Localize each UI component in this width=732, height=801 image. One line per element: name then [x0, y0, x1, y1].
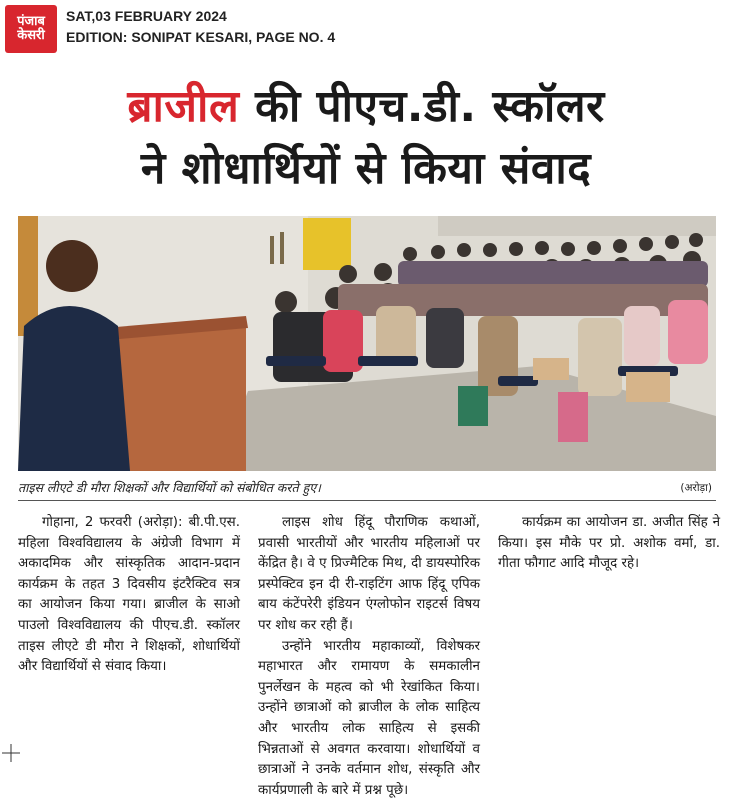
photo-caption	[18, 479, 716, 497]
article-paragraph-3: उन्होंने भारतीय महाकाव्यों, विशेषकर महाभारत और रामायण के समकालीन पुनर्लेखन के महत्व को भी रेखांकित किया। उन्होंने छात्राओं को ब्राजील के लोक साहित्य और भारतीय लोक साहित्य से इसकी भिन्नताओं से अवगत करवाया। शोधार्थियों व छात्राओं ने उनके वर्तमान शोध, संस्कृति और कार्यप्रणाली के बारे में प्रश्न पूछे।	[258, 638, 480, 798]
headline	[0, 76, 732, 200]
headline-line-2: ने शोधार्थियों से किया संवाद	[140, 143, 592, 194]
newspaper-logo	[5, 5, 57, 53]
logo-line-2: केसरी	[17, 28, 45, 43]
logo-line-1: पंजाब	[17, 14, 45, 30]
edition-date: SAT,03 FEBRUARY 2024	[66, 8, 227, 24]
crop-mark-icon	[2, 744, 20, 762]
headline-highlight: ब्राजील	[127, 81, 240, 132]
caption-text: ताइस लीएटे डी मौरा शिक्षकों और विद्यार्थियों को संबोधित करते हुए।	[18, 480, 321, 495]
article-column-2	[258, 513, 480, 798]
article-paragraph-4: कार्यक्रम का आयोजन डा. अजीत सिंह ने किया। इस मौके पर प्रो. अशोक वर्मा, डा. गीता फौगाट आदि मौजूद रहे।	[498, 515, 720, 572]
edition-info	[66, 6, 335, 48]
article-column-1	[18, 513, 240, 678]
classroom-photo-illustration	[18, 216, 716, 471]
headline-line-1-rest: की पीएच.डी. स्कॉलर	[239, 81, 605, 132]
headline-line-1	[0, 76, 732, 138]
article-column-3	[498, 513, 720, 575]
news-photo	[18, 216, 716, 471]
photo-credit: (अरोड़ा)	[680, 482, 712, 494]
edition-line: EDITION: SONIPAT KESARI, PAGE NO. 4	[66, 29, 336, 45]
article-paragraph-2: लाइस शोध हिंदू पौराणिक कथाओं, प्रवासी भारतीयों और भारतीय महिलाओं पर केंद्रित है। वे ए प्रिज्मैटिक मिथ, दी डायस्पोरिक प्रस्पेक्टिव इन दी री-राइटिंग आफ हिंदू एपिक बाय कंटेंपरेरी इंडियन एंग्लोफोन राइटर्स विषय पर शोध कर रही हैं।	[258, 515, 480, 633]
article-paragraph-1: गोहाना, 2 फरवरी (अरोड़ा): बी.पी.एस. महिला विश्वविद्यालय के अंग्रेजी विभाग में अकादमिक और सांस्कृतिक आदान-प्रदान कार्यक्रम के तहत 3 दिवसीय इंटरैक्टिव सत्र का आयोजन किया गया। ब्राजील के साओ पाउलो विश्वविद्यालय की पीएच.डी. स्कॉलर ताइस लीएटे डी मौरा ने शिक्षकों, शोधार्थियों और विद्यार्थियों से संवाद किया।	[18, 515, 240, 675]
caption-divider	[18, 500, 716, 501]
